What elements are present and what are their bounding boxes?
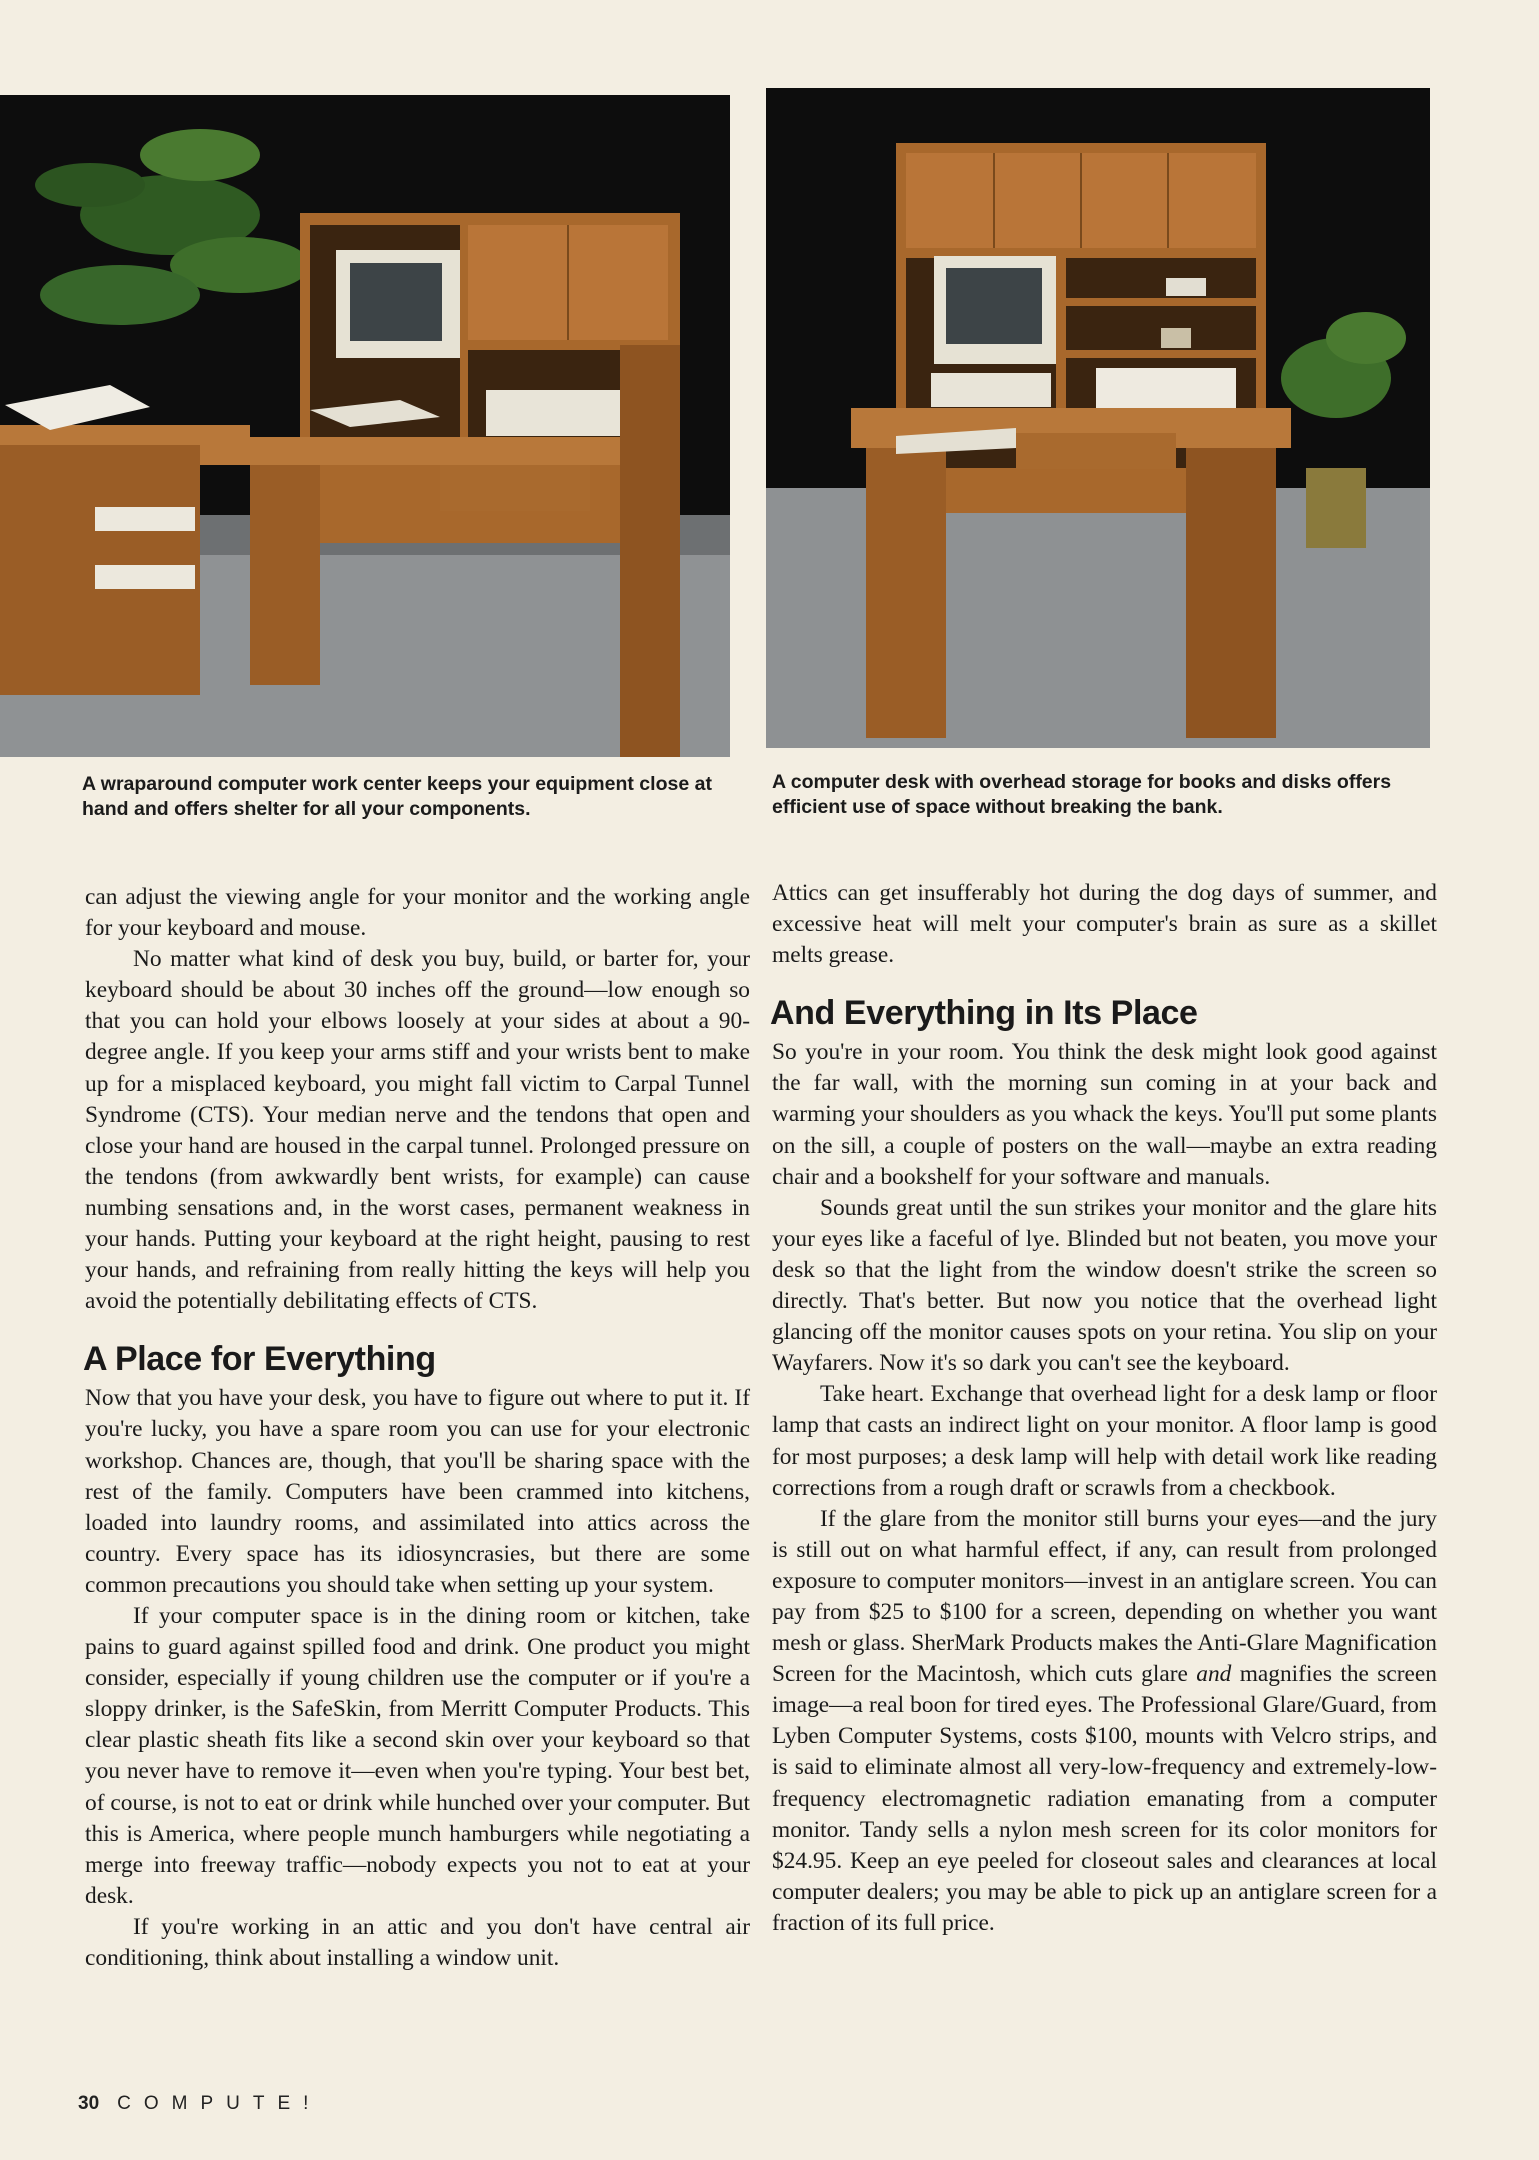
paragraph: Now that you have your desk, you have to figure out where to put it. If you're lucky, you have a spare room you can use for your electronic workshop. Chances are, though, that you'll be sharing space with the rest of the family. Computers have been crammed into kitchens, loaded into laundry rooms, and assimilated into attics across the country. Every space has its idiosyncrasies, but there are some common precautions you should take when setting up your system. (85, 1385, 750, 1598)
magazine-name: COMPUTE! (117, 2093, 322, 2114)
paragraph: Take heart. Exchange that overhead light for a desk lamp or floor lamp that casts an indirect light on your monitor. A floor lamp is good for most purposes; a desk lamp will help with detail work like reading corrections from a rough draft or scrawls from a checkbook. (772, 1381, 1437, 1501)
photo-wraparound-work-center (0, 95, 730, 757)
text-run: If the glare from the monitor still burns your eyes—and the jury is still out on what harmful effect, if any, can result from prolonged exposure to computer monitors—invest in an antiglare screen. You can pay from $25 to $100 for a screen, depending on whether you want mesh or glass. SherMark Products makes the Anti-Glare Magnification Screen for the Macintosh, which cuts glare (772, 1505, 1437, 1688)
paragraph: No matter what kind of desk you buy, build, or barter for, your keyboard should be about 30 inches off the ground—low enough so that you can hold your elbows loosely at your sides at about a 90-degree angle. If you keep your arms stiff and your wrists bent to make up for a misplaced keyboard, you might fall victim to Carpal Tunnel Syndrome (CTS). Your median nerve and the tendons that open and close your hand are housed in the carpal tunnel. Prolonged pressure on the tendons (from awkwardly bent wrists, for example) can cause numbing sensations and, in the worst cases, permanent weakness in your hands. Putting your keyboard at the right height, pausing to rest your hands, and refraining from really hitting the keys will help you avoid the potentially debilitating effects of CTS. (85, 946, 750, 1315)
page-footer (78, 2093, 321, 2115)
paragraph: So you're in your room. You think the desk might look good against the far wall, with the morning sun coming in at your back and warming your shoulders as you whack the keys. You'll put some plants on the sill, a couple of posters on the wall—maybe an extra reading chair and a bookshelf for your software and manuals. (772, 1039, 1437, 1190)
text-run: magnifies the screen image—a real boon for tired eyes. The Professional Glare/Guard, from Lyben Computer Systems, costs $100, mounts with Velcro strips, and is said to eliminate almost all very-low-frequency and extremely-low-frequency electromagnetic radiation emanating from a computer monitor. Tandy sells a nylon mesh screen for its color monitors for $24.95. Keep an eye peeled for closeout sales and clearances at local computer dealers; you may be able to pick up an antiglare screen for a fraction of its full price. (772, 1661, 1437, 1936)
paragraph: can adjust the viewing angle for your monitor and the working angle for your keyboard and mouse. (85, 884, 750, 942)
desk-illustration (766, 88, 1430, 748)
section-heading: And Everything in Its Place (770, 994, 1198, 1033)
article-column-right (772, 878, 1437, 1939)
caption-desk: A computer desk with overhead storage for books and disks offers efficient use of space without breaking the bank. (772, 771, 1392, 818)
section-heading: A Place for Everything (83, 1340, 436, 1379)
paragraph: If your computer space is in the dining room or kitchen, take pains to guard against spilled food and drink. One product you might consider, especially if young children use the computer or if you're a sloppy drinker, is the SafeSkin, from Merritt Computer Products. This clear plastic sheath fits like a second skin over your keyboard so that you never have to remove it—even when you're typing. Your best bet, of course, is not to eat or drink while hunched over your computer. But this is America, where people munch hamburgers while negotiating a merge into freeway traffic—nobody expects you not to eat at your desk. (85, 1602, 750, 1909)
page-number: 30 (78, 2093, 100, 2114)
caption-work-center: A wraparound computer work center keeps your equipment close at hand and offers shelter for all your components. (82, 773, 712, 820)
paragraph: Attics can get insufferably hot during the dog days of summer, and excessive heat will melt your computer's brain as sure as a skillet melts grease. (772, 880, 1437, 969)
paragraph (772, 1504, 1437, 1939)
paragraph: Sounds great until the sun strikes your monitor and the glare hits your eyes like a faceful of lye. Blinded but not beaten, you move your desk so that the light from the window doesn't strike the screen so directly. That's better. But now you notice that the overhead light glancing off the monitor causes spots on your retina. You slip on your Wayfarers. Now it's so dark you can't see the keyboard. (772, 1194, 1437, 1377)
article-column-left (85, 882, 750, 1974)
photo-desk-overhead-storage (766, 88, 1430, 748)
work-center-illustration (0, 95, 730, 757)
paragraph: If you're working in an attic and you don't have central air conditioning, think about installing a window unit. (85, 1913, 750, 1971)
emphasis-text: and (1196, 1661, 1232, 1688)
